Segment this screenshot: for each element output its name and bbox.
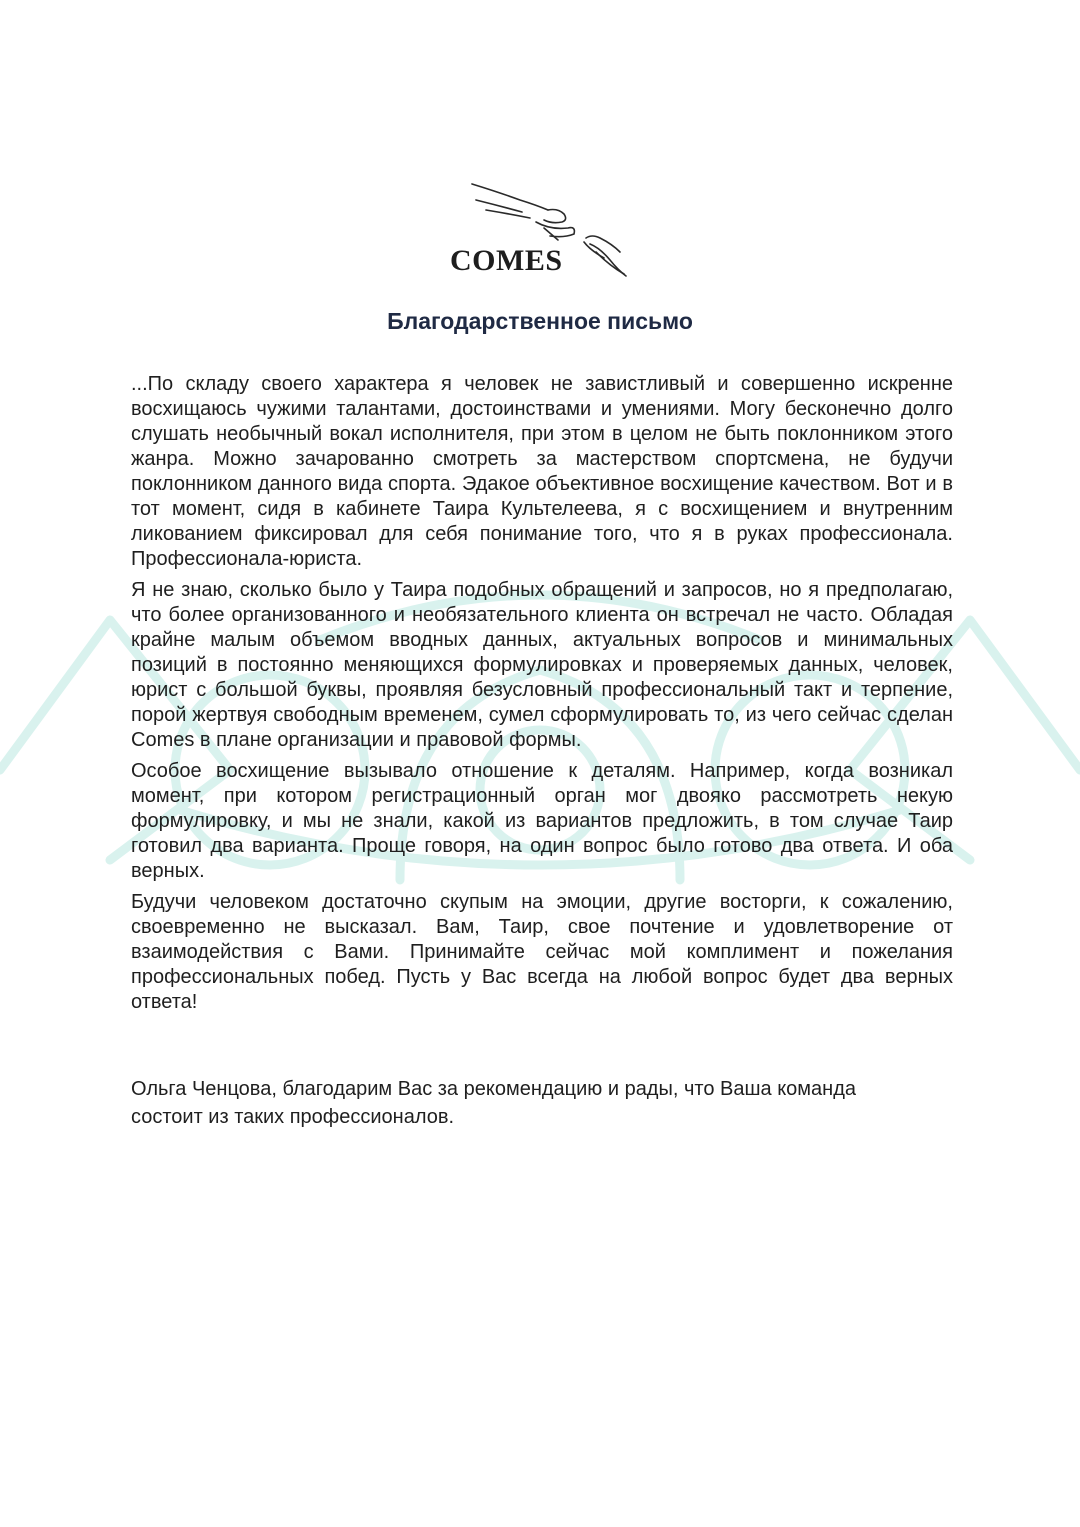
paragraph: ...По складу своего характера я человек не завистливый и совершенно искренне восхищаюсь чужими талантами, достоинствами и умениями. Могу бесконечно долго слушать необычный вокал исполнителя, при этом в целом не быть поклонником этого жанра. Можно зачарованно смотреть за мастерством спортсмена, не будучи поклонником данного вида спорта. Эдакое объективное восхищение качеством. Вот и в тот момент, сидя в кабинете Таира Культелеева, я с восхищением и внутренним ликованием фиксировал для себя понимание того, что я в руках профессионала. Профессионала-юриста. bbox=[131, 373, 953, 570]
paragraph: Я не знаю, сколько было у Таира подобных обращений и запросов, но я предполагаю, что более организованного и необязательного клиента он встречал не часто. Обладая крайне малым объемом вводных данных, актуальных вопросов и минимальных позиций в постоянно меняющихся формулировках и проверяемых данных, человек, юрист с большой буквы, проявляя безусловный профессиональный такт и терпение, порой жертвуя свободным временем, сумел сформулировать то, из чего сейчас сделан Comes в плане организации и правовой формы. bbox=[131, 579, 953, 751]
paragraph: Особое восхищение вызывало отношение к деталям. Например, когда возникал момент, при котором регистрационный орган мог двояко рассмотреть некую формулировку, и мы не знали, какой из вариантов предложить, в том случае Таир готовил два варианта. Проще говоря, на один вопрос было готово два ответа. И оба верных. bbox=[131, 760, 953, 882]
closing-line: Ольга Ченцова, благодарим Вас за рекомендацию и рады, что Ваша команда bbox=[131, 1078, 856, 1100]
letter-body bbox=[131, 372, 953, 1021]
letter-title: Благодарственное письмо bbox=[387, 308, 693, 334]
paragraph: Будучи человеком достаточно скупым на эмоции, другие восторги, к сожалению, своевременно не высказал. Вам, Таир, свое почтение и удовлетворение от взаимодействия с Вами. Принимайте сейчас мой комплимент и пожелания профессиональных побед. Пусть у Вас всегда на любой вопрос будет два верных ответа! bbox=[131, 891, 953, 1013]
closing-note bbox=[131, 1075, 953, 1131]
logo-wordmark: COMES bbox=[450, 244, 563, 277]
closing-line: состоит из таких профессионалов. bbox=[131, 1106, 455, 1128]
